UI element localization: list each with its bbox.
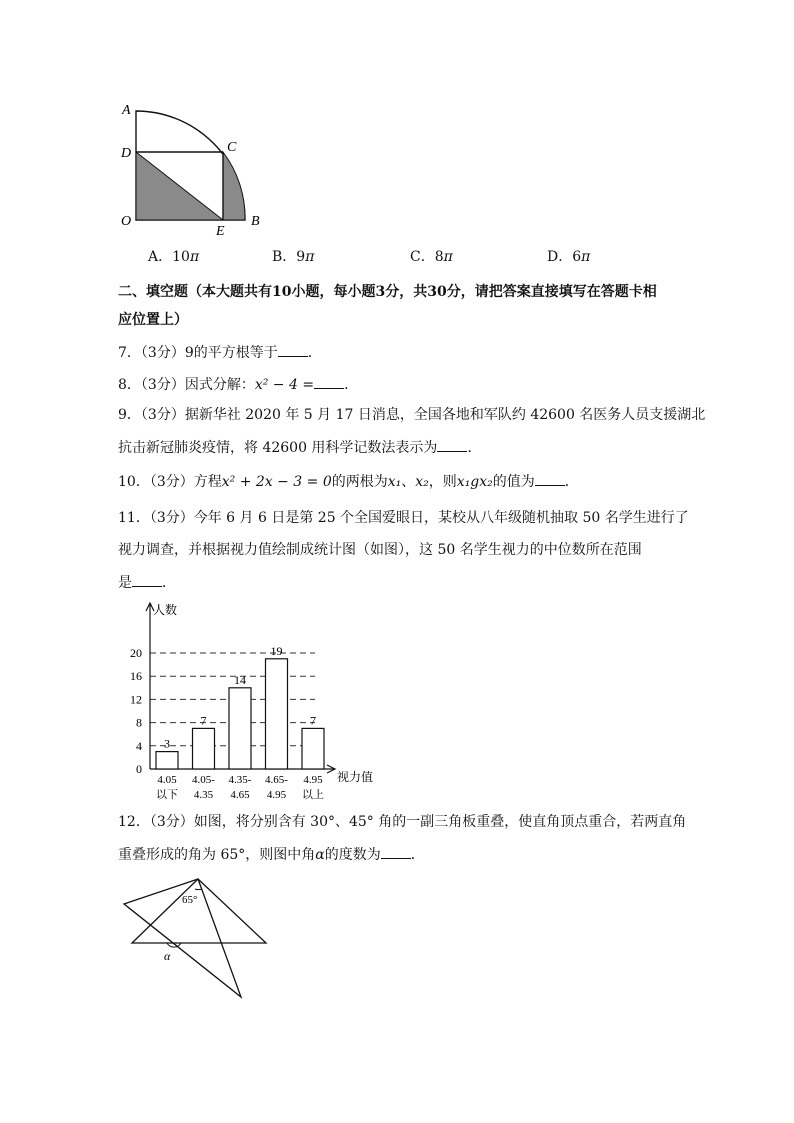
angle-65-label: 65° bbox=[182, 894, 198, 906]
x-tick-label: 4.35 bbox=[193, 789, 214, 801]
answer-blank bbox=[437, 437, 467, 452]
shaded-sector bbox=[223, 152, 245, 220]
label-A: A bbox=[122, 103, 131, 118]
triangle-45 bbox=[132, 879, 266, 943]
vision-bar-chart bbox=[118, 600, 380, 805]
choice-b: B．9π bbox=[272, 249, 315, 265]
question-9-line1: 9．（3分）据新华社 2020 年 5 月 17 日消息，全国各地和军队约 42600 名医务人员支援湖北 bbox=[118, 407, 706, 423]
label-D: D bbox=[121, 146, 132, 161]
question-11-line1: 11．（3分）今年 6 月 6 日是第 25 个全国爱眼日，某校从八年级随机抽取 50 名学生进行了 bbox=[118, 510, 689, 526]
question-12-line2: 重叠形成的角为 65°，则图中角α的度数为 ． bbox=[118, 844, 425, 865]
y-tick-label: 8 bbox=[136, 715, 142, 730]
answer-blank bbox=[314, 374, 344, 389]
question-12-line1: 12．（3分）如图，将分别含有 30°、45° 角的一副三角板重叠，使直角顶点重合，若两直角 bbox=[118, 814, 687, 830]
label-C: C bbox=[227, 140, 237, 155]
y-tick-label: 12 bbox=[130, 692, 142, 707]
choice-c: C．8π bbox=[410, 249, 453, 265]
bar bbox=[302, 728, 324, 769]
x-tick-label: 4.05 bbox=[157, 774, 177, 786]
x-tick-label: 4.95 bbox=[303, 774, 323, 786]
section-heading-line2: 应位置上） bbox=[118, 312, 188, 328]
question-10: 10．（3分）方程x² + 2x − 3 = 0的两根为x₁、x₂，则x₁gx₂的值为 ． bbox=[118, 471, 579, 492]
bar-value-label: 19 bbox=[270, 643, 283, 658]
y-tick-label: 0 bbox=[136, 762, 142, 776]
choice-a: A．10π bbox=[148, 249, 200, 265]
x-tick-label: 4.05- bbox=[192, 774, 215, 786]
y-axis-label: 人数 bbox=[153, 603, 178, 617]
bar bbox=[156, 752, 178, 769]
question-8: 8．（3分）因式分解：x² − 4 = ． bbox=[118, 374, 358, 395]
y-tick-label: 20 bbox=[130, 646, 142, 660]
y-tick-label: 4 bbox=[136, 738, 142, 753]
x-tick-label: 4.65 bbox=[230, 789, 250, 801]
choice-d: D．6π bbox=[547, 249, 591, 265]
section-heading-line1: 二、填空题（本大题共有10小题，每小题3分，共30分，请把答案直接填写在答题卡相 bbox=[118, 284, 657, 300]
bar-value-label: 14 bbox=[234, 672, 246, 687]
quarter-circle-figure bbox=[110, 95, 280, 240]
x-axis-label: 视力值 bbox=[337, 770, 374, 784]
bar-value-label: 3 bbox=[164, 736, 170, 751]
shaded-triangle bbox=[136, 152, 223, 220]
triangle-rulers-figure bbox=[118, 870, 278, 1005]
bar bbox=[193, 728, 215, 769]
question-7: 7．（3分）9的平方根等于 ． bbox=[118, 342, 322, 363]
x-tick-label: 4.35- bbox=[228, 774, 252, 786]
x-tick-label: 以下 bbox=[156, 789, 178, 801]
x-tick-label: 4.65- bbox=[265, 774, 288, 786]
x-tick-label: 以上 bbox=[302, 789, 324, 801]
label-B: B bbox=[251, 214, 260, 229]
y-tick-label: 16 bbox=[130, 669, 142, 684]
question-11-line2: 视力调查，并根据视力值绘制成统计图（如图），这 50 名学生视力的中位数所在范围 bbox=[118, 542, 642, 558]
answer-blank bbox=[132, 572, 162, 587]
answer-blank bbox=[278, 342, 308, 357]
bar-value-label: 7 bbox=[310, 713, 316, 728]
bar-value-label: 7 bbox=[200, 713, 207, 728]
answer-blank bbox=[381, 844, 411, 859]
question-11-line3: 是 ． bbox=[118, 572, 176, 593]
label-E: E bbox=[216, 224, 225, 239]
answer-blank bbox=[535, 471, 565, 486]
alpha-label: α bbox=[164, 949, 171, 963]
label-O: O bbox=[121, 214, 132, 229]
question-9-line2: 抗击新冠肺炎疫情，将 42600 用科学记数法表示为 ． bbox=[118, 437, 481, 458]
bar bbox=[266, 659, 288, 769]
bar bbox=[229, 688, 251, 769]
x-tick-label: 4.95 bbox=[266, 789, 287, 801]
